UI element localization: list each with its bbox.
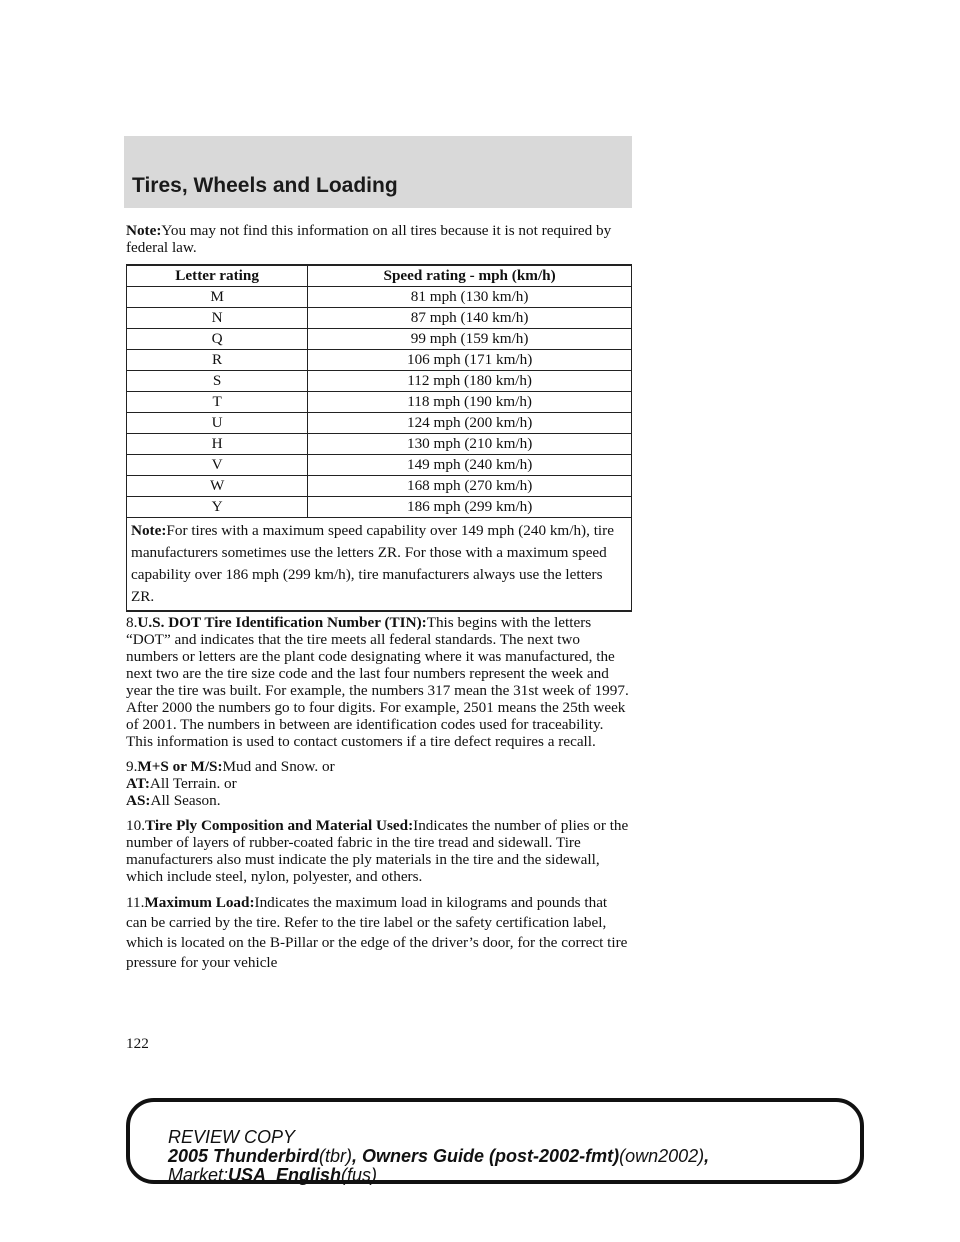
item-8-tin <box>126 614 632 750</box>
review-copy-publication <box>168 1147 709 1166</box>
speed-cell: 124 mph (200 km/h) <box>308 413 632 434</box>
item-number: 9. <box>126 758 138 775</box>
table-row <box>127 434 632 455</box>
separator-comma: , <box>704 1146 710 1166</box>
letter-cell: T <box>127 392 308 413</box>
item-text-at: All Terrain. or <box>149 775 237 792</box>
speed-cell: 168 mph (270 km/h) <box>308 476 632 497</box>
item-text: This begins with the letters “DOT” and indicates that the tire meets all federal standards. The next two numbers or letters are the plant code designating where it was manufactured, the next two are the tire size code and the last four numbers represent the week and year the tire was built. For example, the numbers 317 mean the 31st week of 1997. After 2000 the numbers go to four digits. For example, 2501 means the 25th week of 2001. The numbers in between are identification codes used for traceability. This information is used to contact customers if a tire defect requires a recall. <box>126 614 629 750</box>
item-number: 8. <box>126 614 138 631</box>
market-label: Market: <box>168 1165 229 1185</box>
page-content <box>126 222 632 973</box>
page-number: 122 <box>126 1035 149 1052</box>
column-header-speed: Speed rating - mph (km/h) <box>308 265 632 287</box>
item-text-as: All Season. <box>150 792 221 809</box>
letter-cell: M <box>127 287 308 308</box>
item-term: Maximum Load: <box>144 894 255 911</box>
review-copy-box <box>126 1098 864 1184</box>
item-term: M+S or M/S: <box>137 758 223 775</box>
table-note <box>127 518 632 612</box>
item-9-all-season <box>126 792 632 809</box>
letter-cell: S <box>127 371 308 392</box>
item-number: 11. <box>126 894 145 911</box>
table-row <box>127 455 632 476</box>
section-header-band <box>124 136 632 208</box>
item-text: Indicates the maximum load in kilograms and pounds that can be carried by the tire. Refer to the tire label or the safety certification label, which is located on the B-Pillar or the edge of the driver’s door, for the correct tire pressure for your vehicle <box>126 894 628 971</box>
model-name: 2005 Thunderbird <box>168 1146 320 1166</box>
letter-cell: Y <box>127 497 308 518</box>
speed-cell: 106 mph (171 km/h) <box>308 350 632 371</box>
speed-cell: 149 mph (240 km/h) <box>308 455 632 476</box>
letter-cell: V <box>127 455 308 476</box>
model-code: (tbr) <box>319 1146 353 1166</box>
table-row <box>127 497 632 518</box>
item-term: U.S. DOT Tire Identification Number (TIN): <box>137 614 427 631</box>
item-term-as: AS: <box>126 792 151 809</box>
item-term: Tire Ply Composition and Material Used: <box>144 817 414 834</box>
item-number: 10. <box>126 817 145 834</box>
table-row <box>127 350 632 371</box>
review-copy-market <box>168 1166 709 1185</box>
table-row <box>127 329 632 350</box>
review-copy-label: REVIEW COPY <box>168 1127 296 1147</box>
table-row <box>127 476 632 497</box>
guide-name: , Owners Guide (post-2002-fmt) <box>352 1146 620 1166</box>
intro-note <box>126 222 632 256</box>
table-row <box>127 308 632 329</box>
speed-cell: 130 mph (210 km/h) <box>308 434 632 455</box>
table-note-label: Note: <box>131 522 167 539</box>
letter-cell: W <box>127 476 308 497</box>
letter-cell: R <box>127 350 308 371</box>
item-text: Mud and Snow. or <box>222 758 335 775</box>
table-row <box>127 413 632 434</box>
item-10-ply-composition <box>126 817 632 885</box>
guide-code: (own2002) <box>619 1146 705 1166</box>
table-row <box>127 287 632 308</box>
column-header-letter: Letter rating <box>127 265 308 287</box>
speed-cell: 186 mph (299 km/h) <box>308 497 632 518</box>
letter-cell: N <box>127 308 308 329</box>
intro-note-label: Note: <box>126 222 162 239</box>
intro-note-text: You may not find this information on all tires because it is not required by federal law. <box>126 222 612 256</box>
item-term-at: AT: <box>126 775 150 792</box>
letter-cell: H <box>127 434 308 455</box>
market-name: USA_English <box>228 1165 342 1185</box>
item-9-mud-snow <box>126 758 632 775</box>
speed-cell: 81 mph (130 km/h) <box>308 287 632 308</box>
table-row <box>127 371 632 392</box>
letter-cell: Q <box>127 329 308 350</box>
item-text: Indicates the number of plies or the number of layers of rubber-coated fabric in the tire tread and sidewall. Tire manufacturers also must indicate the ply materials in the tire and the sidewall, which include steel, nylon, polyester, and others. <box>126 817 629 885</box>
section-title: Tires, Wheels and Loading <box>132 174 398 197</box>
letter-cell: U <box>127 413 308 434</box>
table-row <box>127 392 632 413</box>
speed-cell: 118 mph (190 km/h) <box>308 392 632 413</box>
market-code: (fus) <box>341 1165 378 1185</box>
table-note-text: For tires with a maximum speed capability over 149 mph (240 km/h), tire manufacturers sometimes use the letters ZR. For those with a maximum speed capability over 186 mph (299 km/h), tire manufacturers always use the letters ZR. <box>131 522 614 605</box>
speed-cell: 112 mph (180 km/h) <box>308 371 632 392</box>
item-9-all-terrain <box>126 775 632 792</box>
speed-rating-table <box>126 264 632 612</box>
speed-cell: 99 mph (159 km/h) <box>308 329 632 350</box>
table-note-row <box>127 518 632 612</box>
table-header-row <box>127 265 632 287</box>
item-11-maximum-load <box>126 893 632 973</box>
speed-cell: 87 mph (140 km/h) <box>308 308 632 329</box>
review-copy-text <box>168 1128 709 1185</box>
